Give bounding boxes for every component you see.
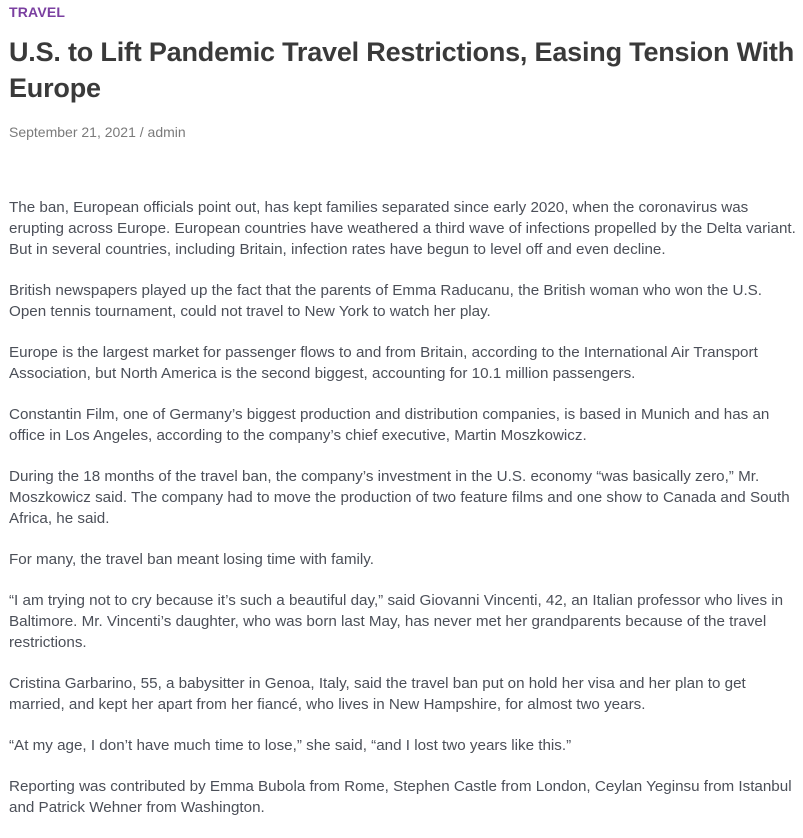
meta-separator: /: [139, 124, 144, 140]
paragraph: Europe is the largest market for passenger flows to and from Britain, according to the International Air Transport Association, but North America is the second biggest, accounting for 10.1 million passengers.: [9, 344, 758, 382]
paragraph: Cristina Garbarino, 55, a babysitter in Genoa, Italy, said the travel ban put on hold her visa and her plan to get married, and kept her apart from her fiancé, who lives in New Hampshire, for almost two years.: [9, 675, 746, 713]
paragraph: Constantin Film, one of Germany’s biggest production and distribution companies, is based in Munich and has an office in Los Angeles, according to the company’s chief executive, Martin Moszkowicz.: [9, 406, 770, 444]
paragraph: British newspapers played up the fact that the parents of Emma Raducanu, the British woman who won the U.S. Open tennis tournament, could not travel to New York to watch her play.: [9, 282, 763, 320]
paragraph: “I am trying not to cry because it’s such a beautiful day,” said Giovanni Vincenti, 42, an Italian professor who lives in Baltimore. Mr. Vincenti’s daughter, who was born last May, has never met her grandparents because of the travel restrictions.: [9, 592, 784, 651]
article-title: U.S. to Lift Pandemic Travel Restrictions, Easing Tension With Europe: [9, 37, 794, 103]
paragraph: The ban, European officials point out, has kept families separated since early 2020, when the coronavirus was erupting across Europe. European countries have weathered a third wave of infections propelled by the Delta variant. But in several countries, including Britain, infection rates have begun to level off and even decline.: [9, 199, 796, 258]
post-date: September 21, 2021: [9, 124, 136, 140]
article: [9, 0, 801, 838]
paragraph: “At my age, I don’t have much time to lose,” she said, “and I lost two years like this.”: [9, 737, 572, 754]
paragraph: For many, the travel ban meant losing time with family.: [9, 551, 374, 568]
article-body: [9, 197, 801, 818]
paragraph: Reporting was contributed by Emma Bubola from Rome, Stephen Castle from London, Ceylan Yeginsu from Istanbul and Patrick Wehner from Washington.: [9, 778, 792, 816]
post-meta: [9, 124, 801, 140]
paragraph: During the 18 months of the travel ban, the company’s investment in the U.S. economy “was basically zero,” Mr. Moszkowicz said. The company had to move the production of two feature films and one show to Canada and South Africa, he said.: [9, 468, 790, 527]
author-link[interactable]: admin: [147, 124, 186, 140]
category-link[interactable]: TRAVEL: [9, 4, 66, 20]
